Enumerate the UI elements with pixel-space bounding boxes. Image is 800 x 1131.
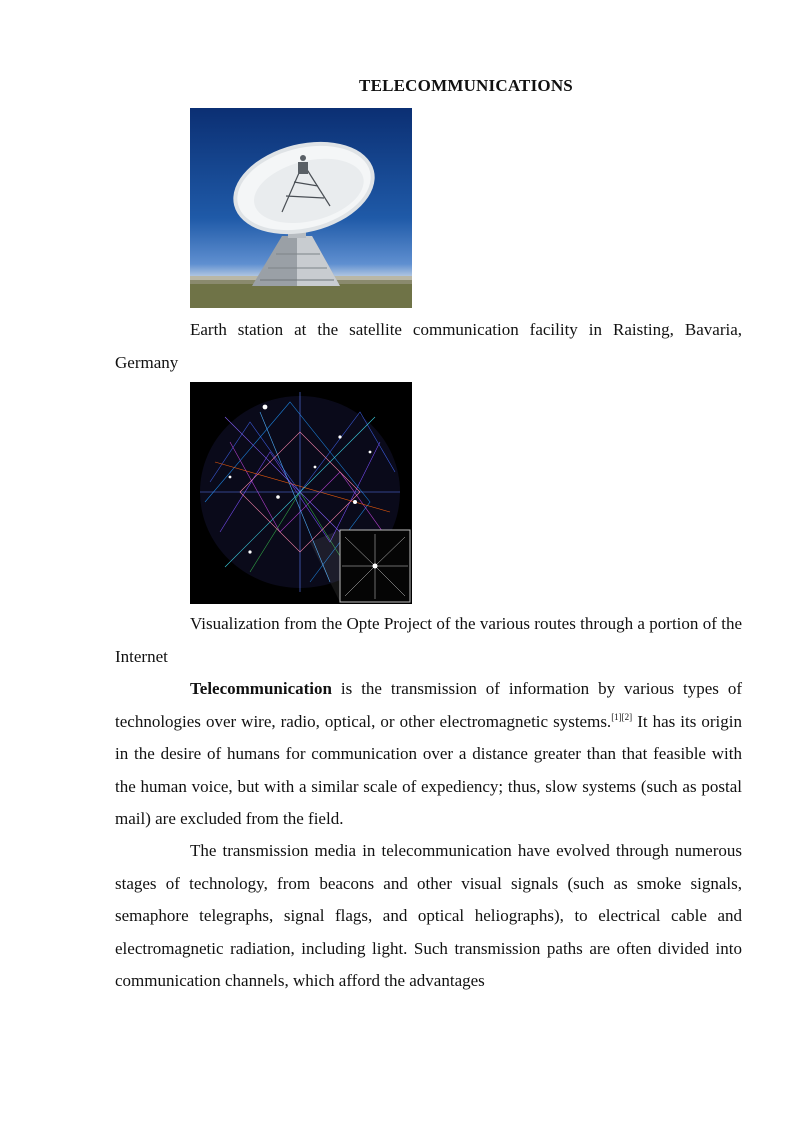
opte-internet-map-visualization bbox=[190, 382, 412, 604]
page-title: TELECOMMUNICATIONS bbox=[359, 76, 573, 95]
body-paragraph-2: The transmission media in telecommunication have evolved through numerous stages of technology, from beacons and other visual signals (such as smoke signals, semaphore telegraphs, signal flags, and optical heliographs), to electrical cable and electromagnetic radiation, including light. Such transmission paths are often divided into communication channels, which afford the advantages bbox=[115, 841, 742, 990]
lead-term: Telecommunication bbox=[190, 679, 332, 698]
satellite-earth-station-photo bbox=[190, 108, 412, 308]
body-paragraph-1: Telecommunication is the transmission of information by various types of technologies over wire, radio, optical, or other electromagnetic systems.[1][2] It has its origin in the desire of humans for communication over a distance greater than that feasible with the human voice, but with a similar scale of expediency; thus, slow systems (such as postal mail) are excluded from the field. bbox=[115, 679, 742, 828]
citation-reference[interactable]: [1][2] bbox=[611, 711, 633, 722]
figure-caption-1: Earth station at the satellite communication facility in Raisting, Bavaria, Germany bbox=[115, 320, 742, 372]
figure-caption-2: Visualization from the Opte Project of the various routes through a portion of the Internet bbox=[115, 614, 742, 666]
